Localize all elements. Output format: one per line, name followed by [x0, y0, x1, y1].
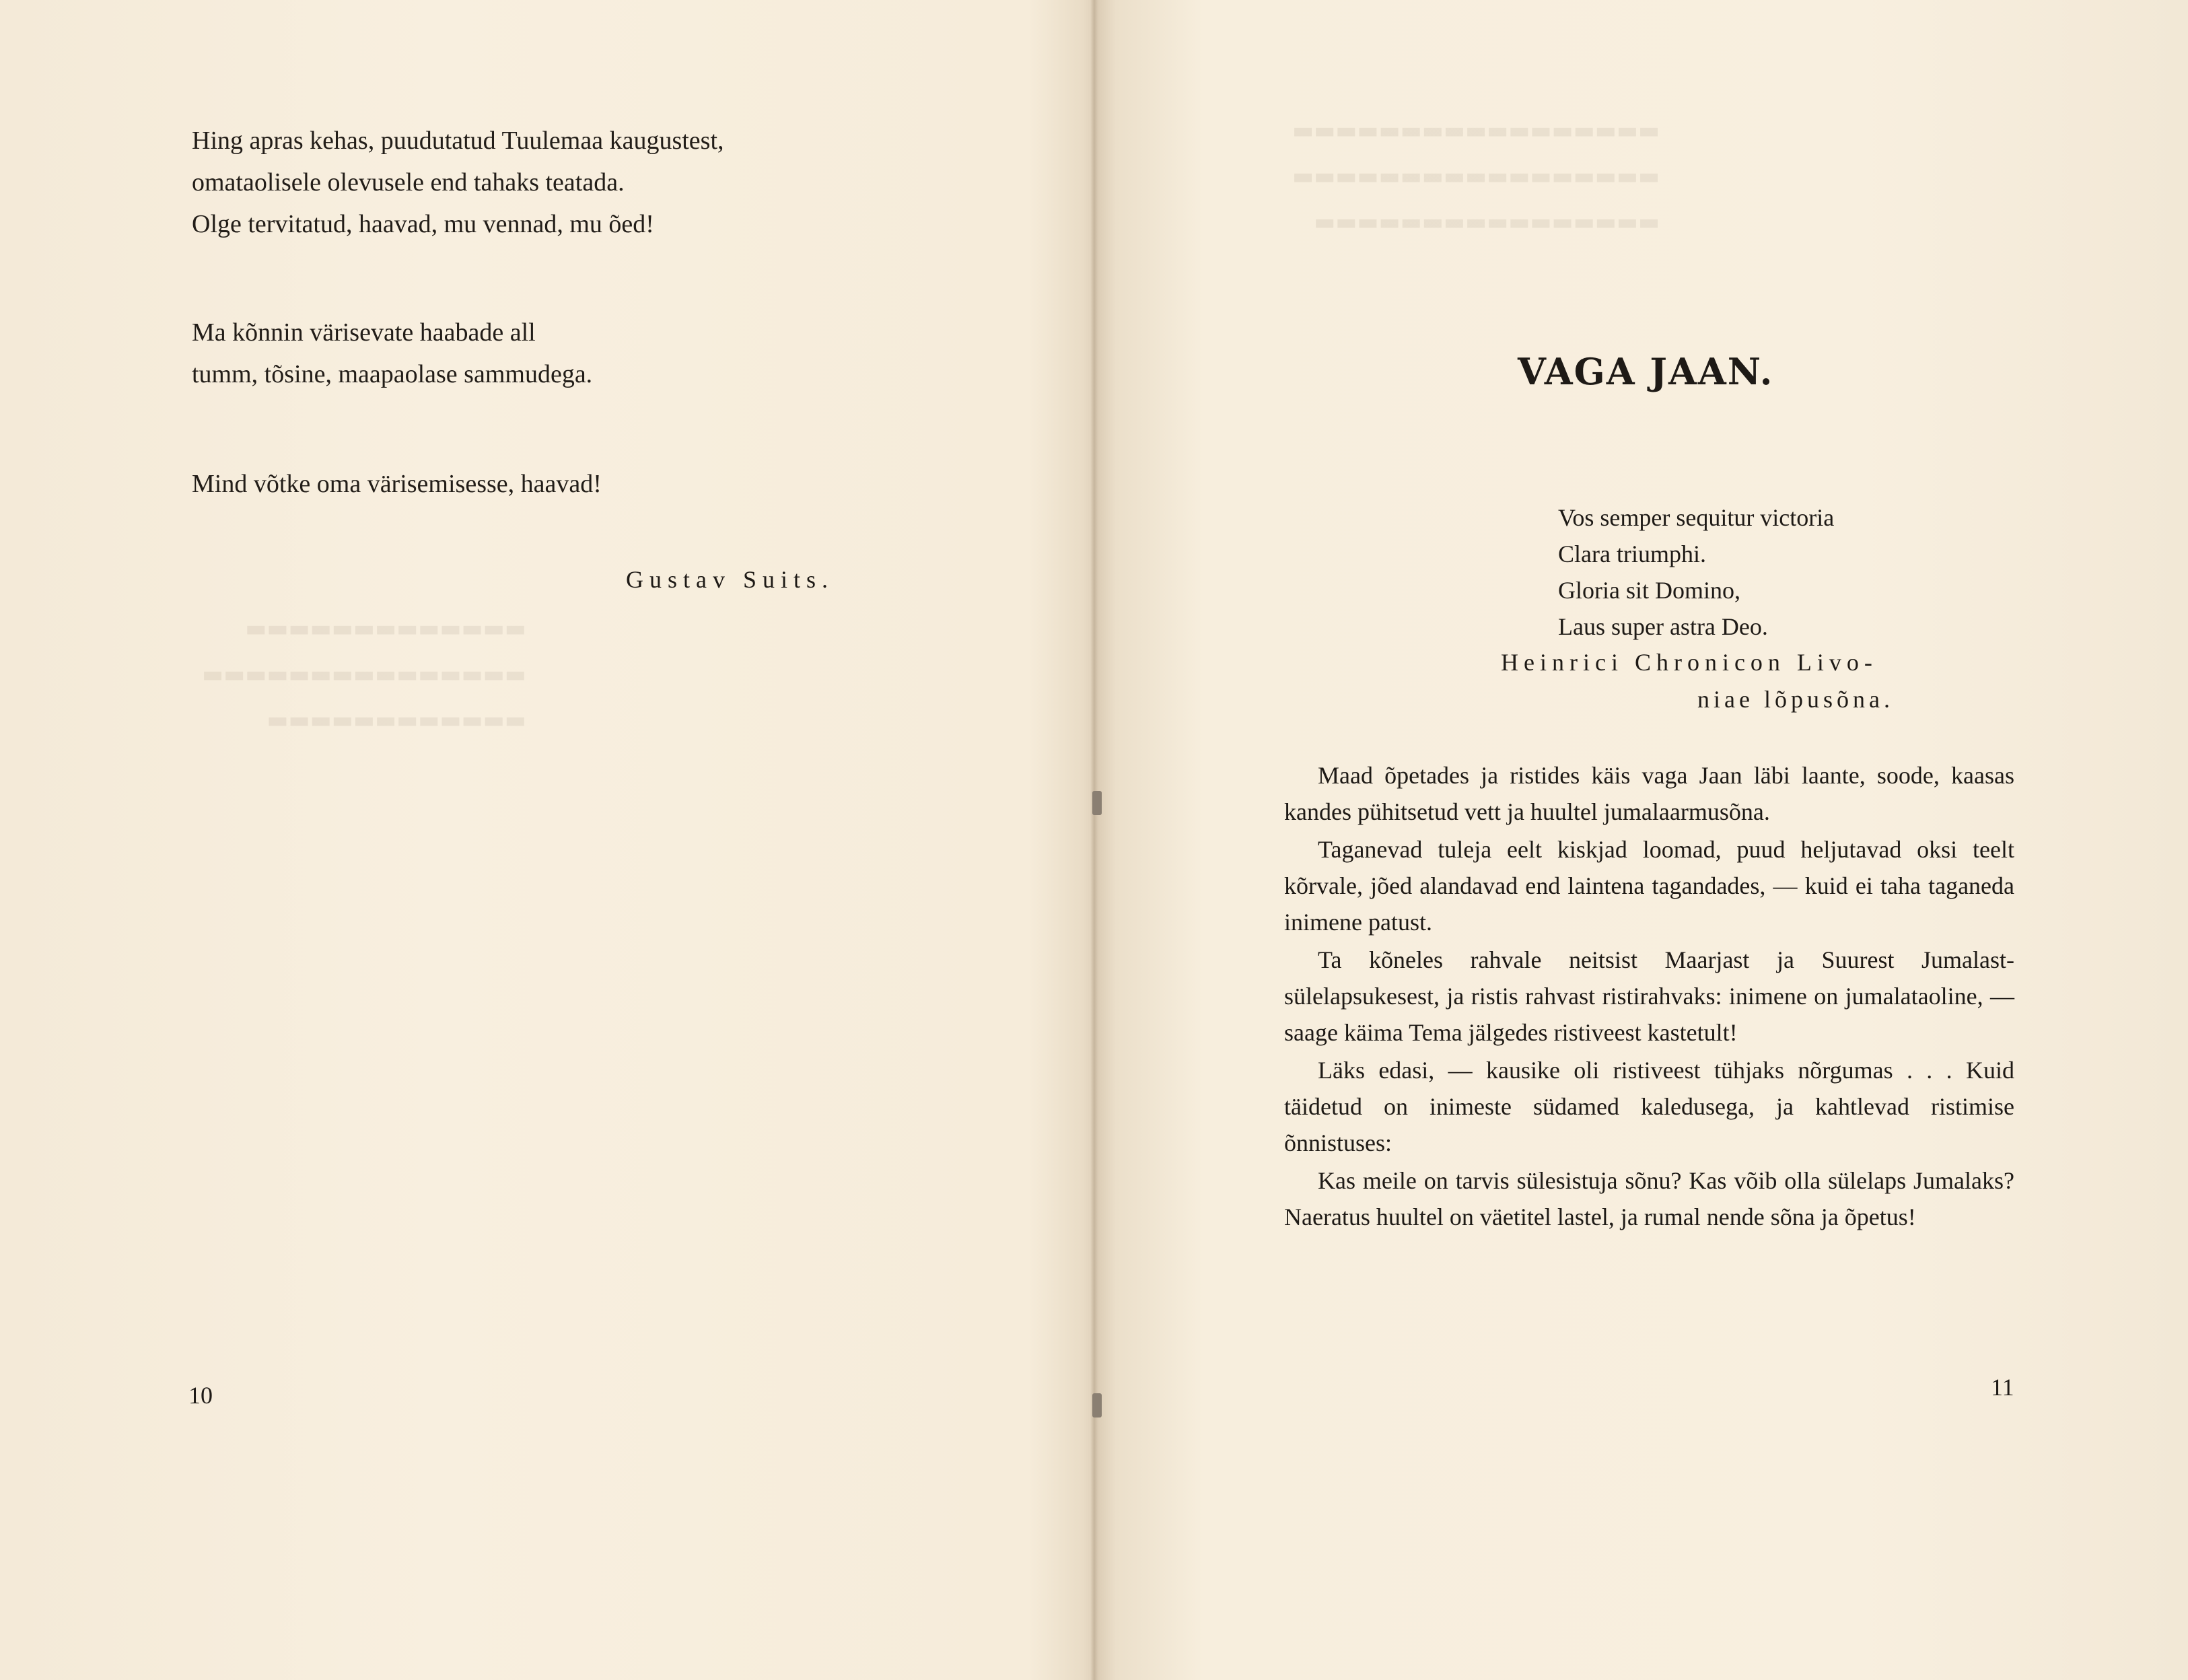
- epigraph-line-3: Gloria sit Domino,: [1558, 577, 1740, 604]
- stanza-2-line-1: Ma kõnnin värisevate haabade all: [192, 318, 536, 347]
- epigraph-line-4: Laus super astra Deo.: [1558, 613, 1768, 640]
- paragraph-3: Ta kõneles rahvale neitsist Maarjast ja Suurest Jumalast-sülelapsukesest, ja ristis rahvast ristirahvaks: inimene on jumalataoline, — saage käima Tema jälgedes ristiveest kastetult!: [1284, 946, 2014, 1046]
- paragraph-2: Taganevad tuleja eelt kiskjad loomad, puud heljutavad oksi teelt kõrvale, jõed alandavad end laintena tagandades, — kuid ei taha taganeda inimene patust.: [1284, 836, 2014, 936]
- stanza-1-line-3: Olge tervitatud, haavad, mu vennad, mu õed!: [192, 210, 654, 238]
- bleed-through-left: ▬▬▬▬▬▬▬▬▬▬▬▬▬ ▬▬▬▬▬▬▬▬▬▬▬▬▬▬▬ ▬▬▬▬▬▬▬▬▬▬▬▬: [202, 615, 526, 734]
- stanza-3-line-1: Mind võtke oma värisemisesse, haavad!: [192, 470, 602, 498]
- paragraph-5: Kas meile on tarvis sülesistuja sõnu? Kas võib olla sülelaps Jumalaks? Naeratus huultel on väetitel lastel, ja rumal nende sõna ja õpetus!: [1284, 1167, 2014, 1230]
- epigraph-line-1: Vos semper sequitur victoria: [1558, 504, 1835, 531]
- chapter-title: VAGA JAAN.: [1518, 350, 1774, 393]
- epigraph-line-2: Clara triumphi.: [1558, 540, 1706, 567]
- author-signature: Gustav Suits.: [626, 566, 835, 593]
- left-page: [0, 0, 1090, 1680]
- stanza-1-line-1: Hing apras kehas, puudutatud Tuulemaa kaugustest,: [192, 127, 724, 155]
- epigraph-source-line-1: Heinrici Chronicon Livo-: [1501, 649, 1878, 676]
- page-number-left: 10: [188, 1382, 213, 1409]
- stanza-1-line-2: omataolisele olevusele end tahaks teatada.: [192, 168, 625, 197]
- bleed-through-right: ▬▬▬▬▬▬▬▬▬▬▬▬▬▬▬▬▬ ▬▬▬▬▬▬▬▬▬▬▬▬▬▬▬▬▬ ▬▬▬▬▬▬▬▬▬▬▬▬▬▬▬▬: [1292, 117, 1660, 236]
- page-number-right: 11: [1991, 1374, 2014, 1401]
- paragraph-4: Läks edasi, — kausike oli ristiveest tühjaks nõrgumas . . . Kuid täidetud on inimeste südamed kaledusega, ja kahtlevad ristimise õnnistuses:: [1284, 1057, 2014, 1156]
- story-body: [1284, 757, 2014, 1236]
- stanza-2-line-2: tumm, tõsine, maapaolase sammudega.: [192, 360, 593, 388]
- paragraph-1: Maad õpetades ja ristides käis vaga Jaan läbi laante, soode, kaasas kandes pühitsetud vett ja huultel jumalaarmusõna.: [1284, 762, 2014, 825]
- epigraph-source-line-2: niae lõpusõna.: [1697, 686, 1894, 713]
